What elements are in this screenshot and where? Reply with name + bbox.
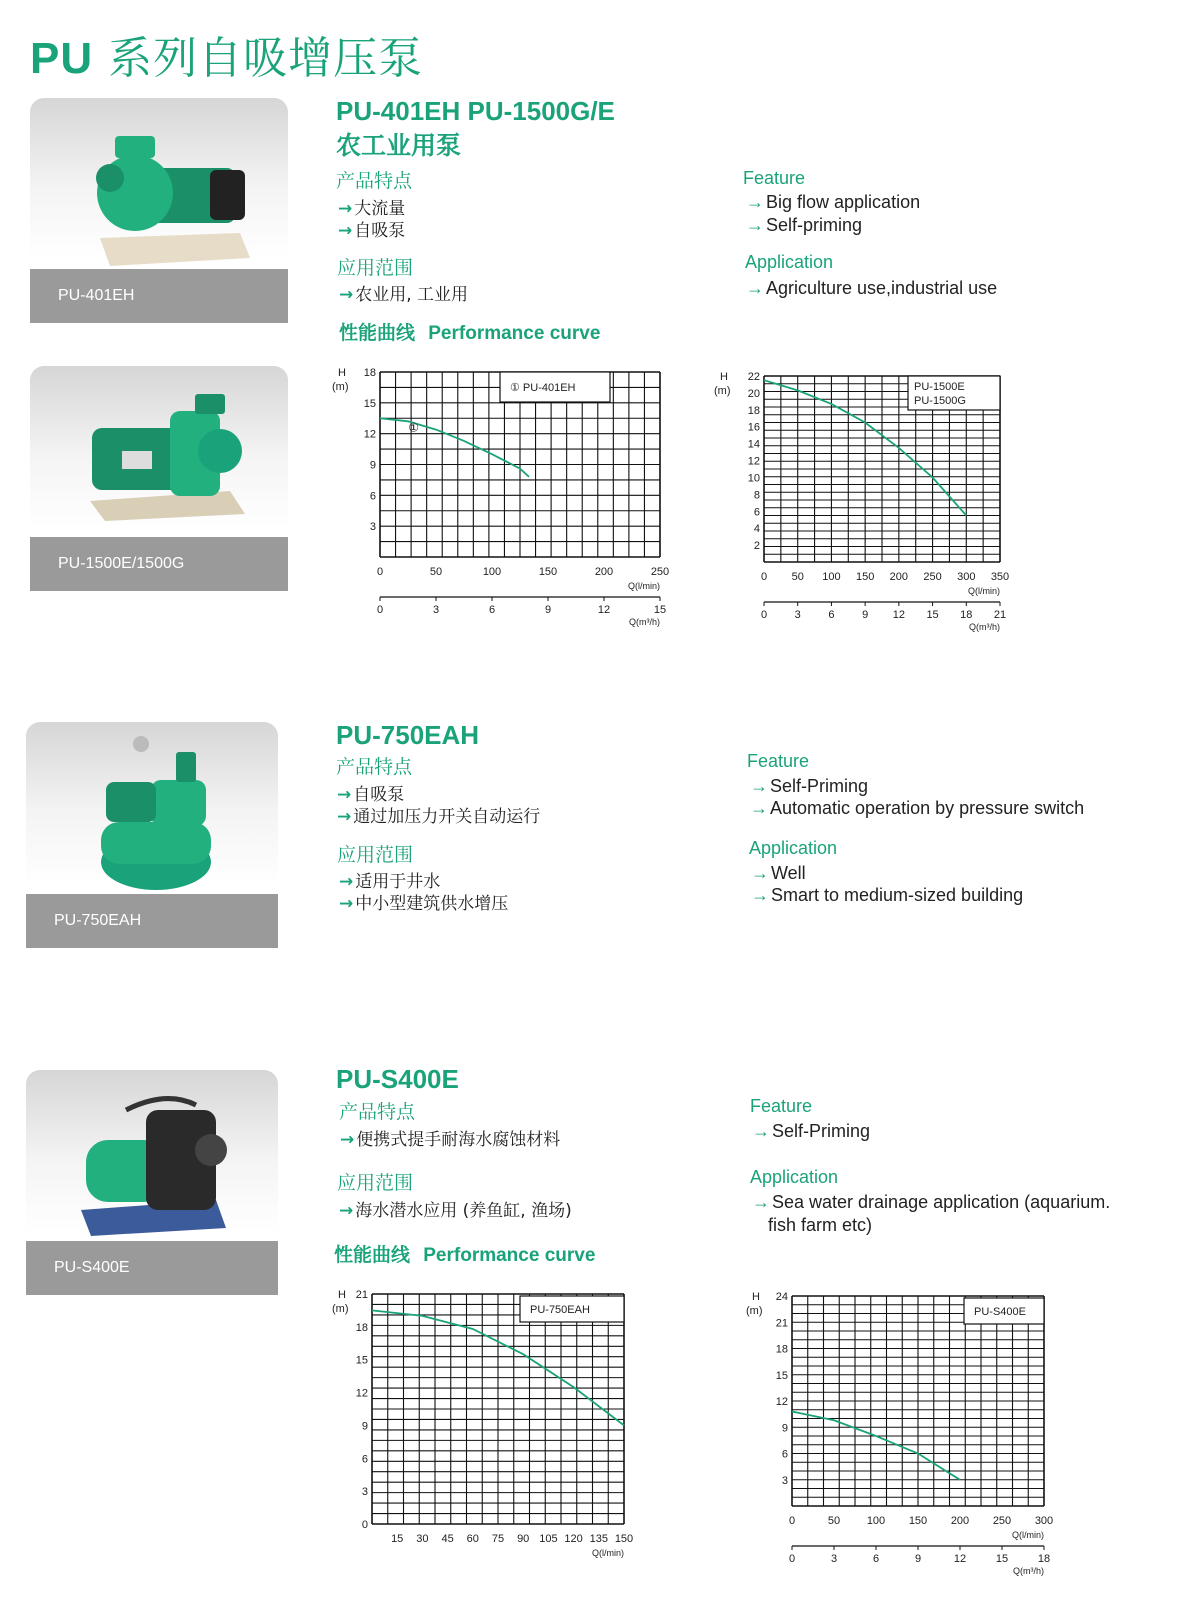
x-tick-label: 45 (441, 1533, 454, 1545)
y-tick-label: 22 (747, 371, 760, 383)
y-axis-unit: (m) (332, 1303, 349, 1315)
y-tick-label: 12 (775, 1396, 788, 1408)
pump-icon (30, 98, 288, 273)
x-tick-label: 150 (538, 566, 558, 578)
x-axis-label: Q(l/min) (628, 581, 660, 591)
x2-tick-label: 3 (794, 609, 801, 621)
curve-marker: ① (408, 420, 419, 435)
feature-cn-item: → 自吸泵 (338, 221, 406, 241)
app-en-heading: Application (749, 838, 838, 858)
x2-axis-label: Q(m³/h) (1013, 1566, 1044, 1576)
y-tick-label: 6 (753, 506, 760, 519)
x2-tick-label: 12 (597, 604, 611, 616)
y-axis-label: H (752, 1291, 760, 1303)
y-axis-unit: (m) (332, 381, 349, 393)
y-tick-label: 12 (363, 428, 376, 441)
arrow-icon: → (751, 885, 769, 905)
feature-cn-item: → 自吸泵 (337, 785, 405, 805)
y-tick-label: 3 (361, 1486, 368, 1499)
y-tick-label: 20 (747, 387, 760, 400)
x-tick-label: 120 (564, 1533, 583, 1545)
x-tick-label: 50 (791, 571, 804, 583)
x-tick-label: 100 (866, 1515, 886, 1527)
performance-chart-pu-401eh (330, 362, 680, 647)
product-caption: PU-750EAH (26, 894, 278, 948)
y-tick-label: 18 (363, 367, 376, 379)
y-tick-label: 15 (363, 397, 376, 410)
feature-cn-item: → 便携式提手耐海水腐蚀材料 (340, 1130, 561, 1150)
x-axis-label: Q(l/min) (1012, 1530, 1044, 1540)
app-en-item: → Sea water drainage application (aquarium. (752, 1192, 1111, 1212)
x2-tick-label: 3 (830, 1553, 838, 1565)
arrow-icon: → (746, 278, 764, 298)
x-tick-label: 200 (889, 571, 909, 583)
x-axis-label: Q(l/min) (592, 1548, 624, 1558)
product-caption: PU-1500E/1500G (30, 537, 288, 591)
model-title: PU-750EAH (336, 720, 480, 750)
curve-heading: 性能曲线 Performance curve (334, 1245, 596, 1266)
feature-cn-heading: 产品特点 (336, 170, 413, 192)
y-tick-label: 9 (369, 459, 376, 472)
x-tick-label: 200 (594, 566, 614, 578)
product-caption: PU-401EH (30, 269, 288, 323)
x-tick-label: 30 (416, 1533, 429, 1545)
app-en-item: → Agriculture use,industrial use (746, 278, 998, 298)
feature-en-heading: Feature (747, 751, 810, 771)
x2-tick-label: 21 (993, 609, 1007, 621)
y-tick-label: 16 (747, 421, 760, 434)
y-tick-label: 10 (747, 472, 760, 485)
y-axis-label: H (338, 1289, 346, 1301)
app-cn-item: → 农业用, 工业用 (339, 285, 469, 305)
y-tick-label: 6 (361, 1453, 368, 1466)
feature-cn-item: → 大流量 (338, 199, 406, 219)
arrow-icon: → (338, 199, 353, 219)
feature-cn-heading: 产品特点 (339, 1101, 416, 1123)
x-tick-label: 50 (429, 566, 443, 578)
model-title: PU-401EH PU-1500G/E (336, 96, 615, 126)
x2-tick-label: 9 (862, 609, 869, 621)
arrow-icon: → (339, 872, 354, 892)
y-tick-label: 21 (355, 1289, 368, 1301)
legend-label: PU-1500E (914, 381, 965, 393)
arrow-icon: → (337, 807, 352, 827)
model-subtitle: 农工业用泵 (336, 131, 462, 160)
legend-label: ① PU-401EH (510, 382, 576, 394)
product-photo-pu-s400e (26, 1070, 278, 1295)
y-tick-label: 18 (355, 1321, 368, 1334)
feature-en-heading: Feature (750, 1096, 813, 1116)
pump-icon (30, 366, 288, 541)
feature-en-item: → Self-priming (746, 215, 863, 235)
app-cn-heading: 应用范围 (337, 257, 414, 279)
y-tick-label: 4 (753, 523, 760, 536)
x-tick-label: 300 (1034, 1515, 1054, 1527)
y-tick-label: 3 (369, 521, 376, 534)
y-tick-label: 6 (369, 490, 376, 503)
app-cn-item: → 海水潜水应用 (养鱼缸, 渔场) (339, 1201, 572, 1221)
x-tick-label: 300 (957, 571, 976, 583)
x-tick-label: 90 (517, 1533, 530, 1545)
x2-tick-label: 6 (488, 604, 496, 616)
y-tick-label: 18 (775, 1343, 788, 1356)
x2-axis-label: Q(m³/h) (629, 617, 660, 627)
product-photo-pu-1500e (30, 366, 288, 591)
performance-chart-pu-s400e (744, 1286, 1064, 1576)
y-tick-label: 12 (747, 455, 760, 468)
x2-tick-label: 0 (760, 609, 768, 621)
y-tick-label: 2 (753, 540, 760, 553)
performance-chart-pu-750eah (330, 1284, 650, 1559)
page-title: PU 系列自吸增压泵 (30, 33, 424, 84)
x2-tick-label: 15 (926, 609, 939, 621)
y-axis-label: H (338, 367, 346, 379)
x-tick-label: 250 (923, 571, 942, 583)
y-tick-label: 14 (747, 438, 760, 451)
x2-tick-label: 9 (914, 1553, 922, 1565)
x-tick-label: 60 (466, 1533, 479, 1545)
model-title: PU-S400E (336, 1064, 459, 1094)
y-tick-label: 24 (775, 1291, 788, 1303)
x2-axis-label: Q(m³/h) (969, 622, 1000, 632)
arrow-icon: → (340, 1130, 355, 1150)
x-tick-label: 150 (908, 1515, 928, 1527)
x-tick-label: 350 (990, 571, 1010, 583)
product-photo-pu-750eah (26, 722, 278, 948)
x2-tick-label: 3 (432, 604, 440, 616)
x-tick-label: 0 (760, 571, 768, 583)
x-tick-label: 150 (855, 571, 875, 583)
arrow-icon: → (339, 894, 354, 914)
x2-tick-label: 15 (653, 604, 667, 616)
feature-en-item: → Self-Priming (750, 776, 869, 796)
x-tick-label: 0 (788, 1515, 796, 1527)
legend-label: PU-750EAH (530, 1304, 590, 1316)
arrow-icon: → (339, 285, 354, 305)
x-tick-label: 50 (827, 1515, 841, 1527)
arrow-icon: → (339, 1201, 354, 1221)
x-tick-label: 135 (589, 1533, 608, 1545)
y-tick-label: 8 (753, 489, 760, 502)
app-cn-item: → 中小型建筑供水增压 (339, 894, 509, 914)
x-axis-label: Q(l/min) (968, 586, 1000, 596)
y-tick-label: 15 (355, 1354, 368, 1367)
x2-tick-label: 15 (995, 1553, 1009, 1565)
app-en-heading: Application (750, 1167, 839, 1187)
performance-curve (792, 1412, 960, 1480)
arrow-icon: → (751, 863, 769, 883)
y-tick-label: 9 (781, 1422, 788, 1435)
feature-en-item: → Automatic operation by pressure switch (750, 798, 1085, 818)
y-tick-label: 9 (361, 1420, 368, 1433)
y-tick-label: 18 (747, 404, 760, 417)
x-tick-label: 100 (822, 571, 841, 583)
y-tick-label: 12 (355, 1387, 368, 1400)
x2-tick-label: 12 (892, 609, 905, 621)
x2-tick-label: 6 (872, 1553, 880, 1565)
arrow-icon: → (746, 215, 764, 235)
x-tick-label: 75 (491, 1533, 505, 1545)
feature-cn-item: → 通过加压力开关自动运行 (337, 807, 541, 827)
app-cn-heading: 应用范围 (337, 844, 414, 866)
x2-tick-label: 9 (544, 604, 552, 616)
arrow-icon: → (750, 776, 768, 796)
app-en-item: fish farm etc) (768, 1215, 873, 1235)
y-tick-label: 21 (775, 1317, 788, 1330)
performance-curve (380, 418, 529, 477)
legend-label: PU-S400E (974, 1306, 1026, 1318)
x-tick-label: 150 (614, 1533, 634, 1545)
x2-tick-label: 18 (1037, 1553, 1051, 1565)
product-photo-pu-401eh (30, 98, 288, 323)
x2-tick-label: 0 (788, 1553, 796, 1565)
y-axis-unit: (m) (746, 1305, 763, 1317)
product-caption: PU-S400E (26, 1241, 278, 1295)
app-cn-heading: 应用范围 (337, 1172, 414, 1194)
app-cn-item: → 适用于井水 (339, 872, 441, 892)
y-tick-label: 6 (781, 1448, 788, 1461)
arrow-icon: → (746, 192, 764, 212)
arrow-icon: → (752, 1192, 770, 1212)
x-tick-label: 250 (992, 1515, 1012, 1527)
x2-tick-label: 18 (960, 609, 973, 621)
x2-tick-label: 12 (953, 1553, 967, 1565)
y-axis-label: H (720, 371, 728, 383)
y-axis-unit: (m) (714, 385, 731, 397)
feature-cn-heading: 产品特点 (336, 756, 413, 778)
app-en-item: → Well (751, 863, 806, 883)
curve-heading: 性能曲线 Performance curve (339, 323, 601, 344)
x2-tick-label: 0 (376, 604, 384, 616)
x-tick-label: 250 (650, 566, 670, 578)
feature-en-item: → Self-Priming (752, 1121, 871, 1141)
legend-label: PU-1500G (914, 395, 966, 407)
arrow-icon: → (750, 798, 768, 818)
arrow-icon: → (752, 1121, 770, 1141)
y-tick-label: 15 (775, 1369, 788, 1382)
pump-icon (26, 722, 278, 894)
pump-icon (26, 1070, 278, 1241)
performance-chart-pu-1500e (712, 366, 1022, 641)
x-tick-label: 100 (482, 566, 502, 578)
x2-tick-label: 6 (828, 609, 835, 621)
x-tick-label: 105 (539, 1533, 558, 1545)
arrow-icon: → (338, 221, 353, 241)
app-en-heading: Application (745, 252, 834, 272)
feature-en-heading: Feature (743, 168, 806, 188)
feature-en-item: → Big flow application (746, 192, 921, 212)
app-en-item: → Smart to medium-sized building (751, 885, 1024, 905)
x-tick-label: 200 (950, 1515, 970, 1527)
x-tick-label: 0 (376, 566, 384, 578)
y-tick-label: 0 (361, 1519, 368, 1531)
x-tick-label: 15 (391, 1533, 404, 1545)
arrow-icon: → (337, 785, 352, 805)
y-tick-label: 3 (781, 1474, 788, 1487)
